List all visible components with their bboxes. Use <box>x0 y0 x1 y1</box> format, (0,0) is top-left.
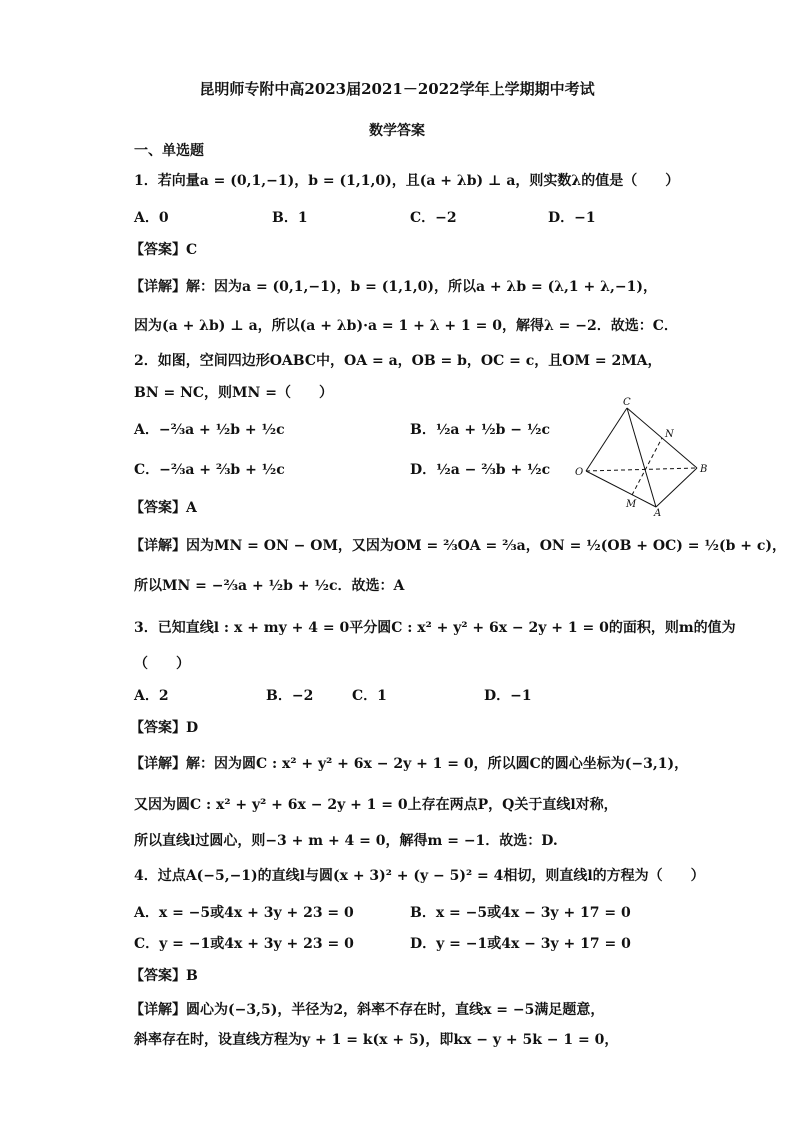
q1-option-d: D．−1 <box>548 210 596 226</box>
q2-explanation-2: 所以MN = −⅔a + ½b + ½c．故选：A <box>134 578 405 594</box>
q2-answer: 【答案】A <box>130 500 197 516</box>
q4-explanation-2: 斜率存在时，设直线方程为y + 1 = k(x + 5)，即kx − y + 5k − 1 = 0， <box>134 1032 619 1048</box>
q1-option-b: B．1 <box>272 210 308 226</box>
label-o: O <box>575 467 584 478</box>
q3-answer: 【答案】D <box>130 720 199 736</box>
page-subtitle: 数学答案 <box>369 123 425 139</box>
segment-mn-hidden <box>632 438 662 495</box>
question-3-stem: 3．已知直线l : x + my + 4 = 0平分圆C : x² + y² + 6x − 2y + 1 = 0的面积，则m的值为 <box>134 620 736 636</box>
page-title: 昆明师专附中高2023届2021－2022学年上学期期中考试 <box>199 80 595 98</box>
tetrahedron-figure <box>565 396 715 516</box>
edge-ab <box>656 468 697 507</box>
q3-explanation-1: 【详解】解：因为圆C : x² + y² + 6x − 2y + 1 = 0，所以圆C的圆心坐标为(−3,1)， <box>130 756 689 772</box>
q3-option-a: A．2 <box>134 688 169 704</box>
q1-option-c: C．−2 <box>410 210 457 226</box>
q1-answer: 【答案】C <box>130 242 198 258</box>
q2-option-c: C．−⅔a + ⅔b + ½c <box>134 462 285 478</box>
q2-option-b: B．½a + ½b − ½c <box>410 422 550 438</box>
label-c: C <box>623 397 631 408</box>
label-n: N <box>665 429 674 440</box>
question-4-stem: 4．过点A(−5,−1)的直线l与圆(x + 3)² + (y − 5)² = 4相切，则直线l的方程为（ ） <box>134 868 705 884</box>
q1-explanation-1: 【详解】解：因为a = (0,1,−1)，b = (1,1,0)，所以a + λb = (λ,1 + λ,−1)， <box>130 279 657 295</box>
q3-option-d: D．−1 <box>484 688 532 704</box>
q4-option-d: D．y = −1或4x − 3y + 17 = 0 <box>410 936 631 952</box>
q3-option-b: B．−2 <box>266 688 314 704</box>
q3-explanation-3: 所以直线l过圆心，则−3 + m + 4 = 0，解得m = −1．故选：D. <box>134 833 558 849</box>
q3-option-c: C．1 <box>352 688 387 704</box>
question-3-stem-cont: （ ） <box>134 656 190 672</box>
q1-option-a: A．0 <box>134 210 169 226</box>
edge-ob-hidden <box>586 468 697 471</box>
q4-option-a: A．x = −5或4x + 3y + 23 = 0 <box>134 905 354 921</box>
q4-answer: 【答案】B <box>130 968 198 984</box>
section-heading: 一、单选题 <box>134 143 204 159</box>
q1-explanation-2: 因为(a + λb) ⊥ a，所以(a + λb)·a = 1 + λ + 1 = 0，解得λ = −2．故选：C． <box>134 318 678 334</box>
question-2-stem: 2．如图，空间四边形OABC中，OA = a，OB = b，OC = c，且OM = 2MA， <box>134 353 662 369</box>
label-m: M <box>626 499 637 510</box>
q4-option-b: B．x = −5或4x − 3y + 17 = 0 <box>410 905 631 921</box>
q4-option-c: C．y = −1或4x + 3y + 23 = 0 <box>134 936 354 952</box>
edge-oc <box>586 408 627 471</box>
q2-option-d: D．½a − ⅔b + ½c <box>410 462 551 478</box>
edge-oa <box>586 471 656 507</box>
question-1-stem: 1．若向量a = (0,1,−1)，b = (1,1,0)，且(a + λb) ⊥ a，则实数λ的值是（ ） <box>134 173 680 189</box>
question-2-stem-cont: BN = NC，则MN =（ ） <box>134 385 333 401</box>
q4-explanation-1: 【详解】圆心为(−3,5)，半径为2，斜率不存在时，直线x = −5满足题意， <box>130 1002 605 1018</box>
q2-option-a: A．−⅔a + ½b + ½c <box>134 422 285 438</box>
q3-explanation-2: 又因为圆C : x² + y² + 6x − 2y + 1 = 0上存在两点P，Q关于直线l对称， <box>134 797 618 813</box>
label-b: B <box>700 464 708 475</box>
label-a: A <box>654 508 662 516</box>
q2-explanation-1: 【详解】因为MN = ON − OM，又因为OM = ⅔OA = ⅔a，ON = ½(OB + OC) = ½(b + c)， <box>130 538 786 554</box>
